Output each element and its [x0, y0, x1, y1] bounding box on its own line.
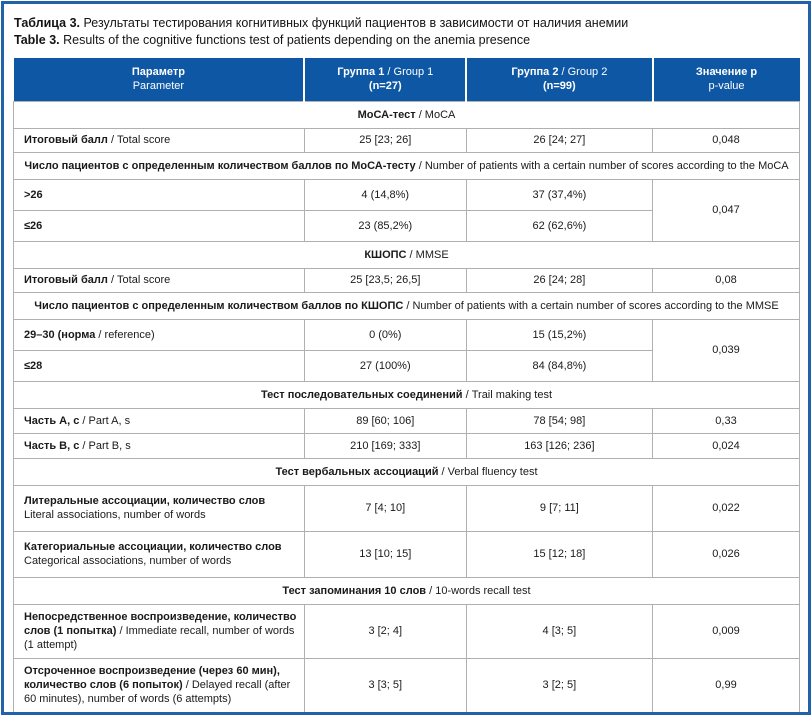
table-row: [14, 485, 800, 531]
table-row: [14, 531, 800, 577]
caption-en-label: Table 3.: [14, 33, 60, 47]
table-row: [14, 604, 800, 658]
p-value: 0,026: [653, 531, 800, 577]
group2-value: 3 [2; 5]: [466, 658, 652, 712]
group1-value: 0 (0%): [304, 319, 466, 350]
table-caption: [14, 15, 799, 49]
caption-en: [14, 32, 799, 49]
section-row-mmse-count: [14, 292, 800, 319]
caption-ru: [14, 15, 799, 32]
row-label: Непосредственное воспроизведение, количество слов (1 попытка) / Immediate recall, number of words (1 attempt): [14, 604, 305, 658]
group2-value: 84 (84,8%): [466, 350, 652, 381]
row-label: Часть В, с / Part B, s: [14, 433, 305, 458]
group2-value: 37 (37,4%): [466, 179, 652, 210]
p-value: 0,33: [653, 408, 800, 433]
section-row-moca: [14, 101, 800, 128]
p-value: 0,009: [653, 604, 800, 658]
p-value-merged: 0,047: [653, 179, 800, 241]
row-label: Часть А, с / Part A, s: [14, 408, 305, 433]
caption-ru-text: Результаты тестирования когнитивных функций пациентов в зависимости от наличия анемии: [83, 16, 629, 30]
row-label: Отсроченное воспроизведение (через 60 мин), количество слов (6 попыток) / Delayed recall (after 60 minutes), number of words (6 attempts): [14, 658, 305, 712]
header-p-value: Значение p p-value: [653, 58, 800, 101]
caption-ru-label: Таблица 3.: [14, 16, 80, 30]
group1-value: 13 [10; 15]: [304, 531, 466, 577]
section-title: Тест запоминания 10 слов / 10-words recall test: [14, 577, 800, 604]
header-group1: Группа 1 / Group 1 (n=27): [304, 58, 466, 101]
section-title: Число пациентов с определенным количеством баллов по МоСА-тесту / Number of patients with a certain number of scores according to the MoCA: [14, 152, 800, 179]
table-row: [14, 408, 800, 433]
section-row-mmse: [14, 241, 800, 268]
group2-value: 15 (15,2%): [466, 319, 652, 350]
row-label: Итоговый балл / Total score: [14, 268, 305, 292]
header-group2: Группа 2 / Group 2 (n=99): [466, 58, 652, 101]
results-table: [13, 58, 800, 713]
table-row: [14, 319, 800, 350]
table-row: [14, 128, 800, 152]
group1-value: 89 [60; 106]: [304, 408, 466, 433]
section-title: КШОПС / MMSE: [14, 241, 800, 268]
section-title: Тест последовательных соединений / Trail making test: [14, 381, 800, 408]
row-label: ≤26: [14, 210, 305, 241]
section-row-verbal: [14, 458, 800, 485]
group1-value: 3 [3; 5]: [304, 658, 466, 712]
caption-en-text: Results of the cognitive functions test of patients depending on the anemia presence: [63, 33, 531, 47]
group1-value: 3 [2; 4]: [304, 604, 466, 658]
group2-value: 26 [24; 28]: [466, 268, 652, 292]
group1-value: 210 [169; 333]: [304, 433, 466, 458]
row-label: >26: [14, 179, 305, 210]
group2-value: 62 (62,6%): [466, 210, 652, 241]
section-title: Число пациентов с определенным количеством баллов по КШОПС / Number of patients with a certain number of scores according to the MMSE: [14, 292, 800, 319]
section-row-trail: [14, 381, 800, 408]
group1-value: 4 (14,8%): [304, 179, 466, 210]
section-title: МоСА-тест / MoCA: [14, 101, 800, 128]
page-frame: [1, 1, 811, 715]
table-row: [14, 179, 800, 210]
group1-value: 27 (100%): [304, 350, 466, 381]
p-value-merged: 0,039: [653, 319, 800, 381]
p-value: 0,024: [653, 433, 800, 458]
group1-value: 25 [23; 26]: [304, 128, 466, 152]
p-value: 0,08: [653, 268, 800, 292]
section-row-moca-count: [14, 152, 800, 179]
table-row: [14, 268, 800, 292]
row-label: Итоговый балл / Total score: [14, 128, 305, 152]
group1-value: 7 [4; 10]: [304, 485, 466, 531]
group2-value: 15 [12; 18]: [466, 531, 652, 577]
group1-value: 23 (85,2%): [304, 210, 466, 241]
row-label: Категориальные ассоциации, количество слов Categorical associations, number of words: [14, 531, 305, 577]
section-title: Тест вербальных ассоциаций / Verbal fluency test: [14, 458, 800, 485]
row-label: ≤28: [14, 350, 305, 381]
row-label: Литеральные ассоциации, количество слов Literal associations, number of words: [14, 485, 305, 531]
group1-value: 25 [23,5; 26,5]: [304, 268, 466, 292]
table-row: [14, 433, 800, 458]
row-label: 29–30 (норма / reference): [14, 319, 305, 350]
group2-value: 26 [24; 27]: [466, 128, 652, 152]
group2-value: 163 [126; 236]: [466, 433, 652, 458]
header-parameter: Параметр Parameter: [14, 58, 305, 101]
group2-value: 4 [3; 5]: [466, 604, 652, 658]
p-value: 0,99: [653, 658, 800, 712]
p-value: 0,048: [653, 128, 800, 152]
table-row: [14, 658, 800, 712]
group2-value: 78 [54; 98]: [466, 408, 652, 433]
group2-value: 9 [7; 11]: [466, 485, 652, 531]
section-row-recall: [14, 577, 800, 604]
table-header: [14, 58, 800, 101]
p-value: 0,022: [653, 485, 800, 531]
